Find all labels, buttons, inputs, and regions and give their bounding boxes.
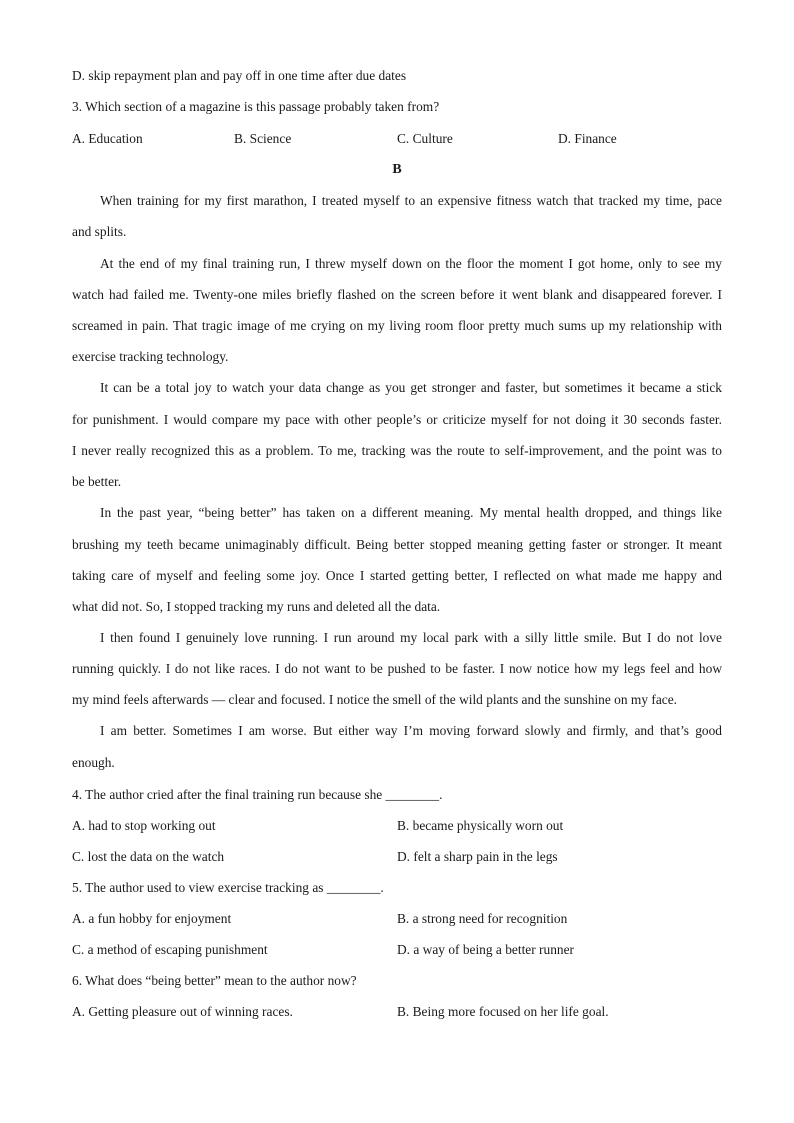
q3-option-b: B. Science [234, 131, 292, 146]
q3-option-c: C. Culture [397, 131, 453, 146]
q4-option-d: D. felt a sharp pain in the legs [397, 849, 558, 864]
passage-line: At the end of my final training run, I threw myself down on the floor the moment I got home, only to see my [100, 256, 722, 271]
passage-line: be better. [72, 474, 122, 489]
passage-line: enough. [72, 755, 115, 770]
q3-option-a: A. Education [72, 131, 143, 146]
passage-line: I never really recognized this as a problem. To me, tracking was the route to self-improvement, and the point was to [72, 443, 722, 458]
q6-question: 6. What does “being better” mean to the author now? [72, 973, 357, 988]
q4-option-a: A. had to stop working out [72, 818, 216, 833]
q4-option-b: B. became physically worn out [397, 818, 564, 833]
q5-question: 5. The author used to view exercise tracking as ________. [72, 880, 384, 895]
q5-option-a: A. a fun hobby for enjoyment [72, 911, 232, 926]
passage-line: When training for my first marathon, I treated myself to an expensive fitness watch that tracked my time, pace [100, 193, 722, 208]
q4-option-c: C. lost the data on the watch [72, 849, 225, 864]
section-heading: B [392, 162, 402, 177]
q5-option-c: C. a method of escaping punishment [72, 942, 268, 957]
passage-line: exercise tracking technology. [72, 349, 229, 364]
passage-line: what did not. So, I stopped tracking my runs and deleted all the data. [72, 599, 441, 614]
passage-line: In the past year, “being better” has taken on a different meaning. My mental health dropped, and things like [100, 505, 722, 520]
q5-option-d: D. a way of being a better runner [397, 942, 574, 957]
passage-line: I then found I genuinely love running. I run around my local park with a silly little smile. But I do not love [100, 630, 722, 645]
passage-line: screamed in pain. That tragic image of me crying on my living room floor pretty much sums up my relationship with [72, 318, 722, 333]
passage-line: for punishment. I would compare my pace with other people’s or criticize myself for not doing it 30 seconds faster. [72, 412, 722, 427]
passage-line: I am better. Sometimes I am worse. But either way I’m moving forward slowly and firmly, and that’s good [100, 723, 722, 738]
passage-line: watch had failed me. Twenty-one miles briefly flashed on the screen before it went blank and disappeared forever. I [72, 287, 722, 302]
q5-option-b: B. a strong need for recognition [397, 911, 568, 926]
passage-line: It can be a total joy to watch your data change as you get stronger and faster, but sometimes it became a stick [100, 380, 722, 395]
q4-question: 4. The author cried after the final training run because she ________. [72, 787, 443, 802]
passage-line: and splits. [72, 224, 127, 239]
q6-option-b: B. Being more focused on her life goal. [397, 1004, 609, 1019]
q3-question: 3. Which section of a magazine is this passage probably taken from? [72, 99, 440, 114]
passage-line: my mind feels afterwards — clear and focused. I notice the smell of the wild plants and the sunshine on my face. [72, 692, 677, 707]
q3-option-d: D. Finance [558, 131, 617, 146]
passage-line: brushing my teeth became unimaginably difficult. Being better stopped meaning getting faster or stronger. It meant [72, 537, 722, 552]
q6-option-a: A. Getting pleasure out of winning races. [72, 1004, 293, 1019]
q2-option-d: D. skip repayment plan and pay off in one time after due dates [72, 68, 407, 83]
passage-line: taking care of myself and feeling some joy. Once I started getting better, I reflected on what made me happy and [72, 568, 722, 583]
passage-line: running quickly. I do not like races. I do not want to be pushed to be faster. I now notice how my legs feel and how [72, 661, 722, 676]
